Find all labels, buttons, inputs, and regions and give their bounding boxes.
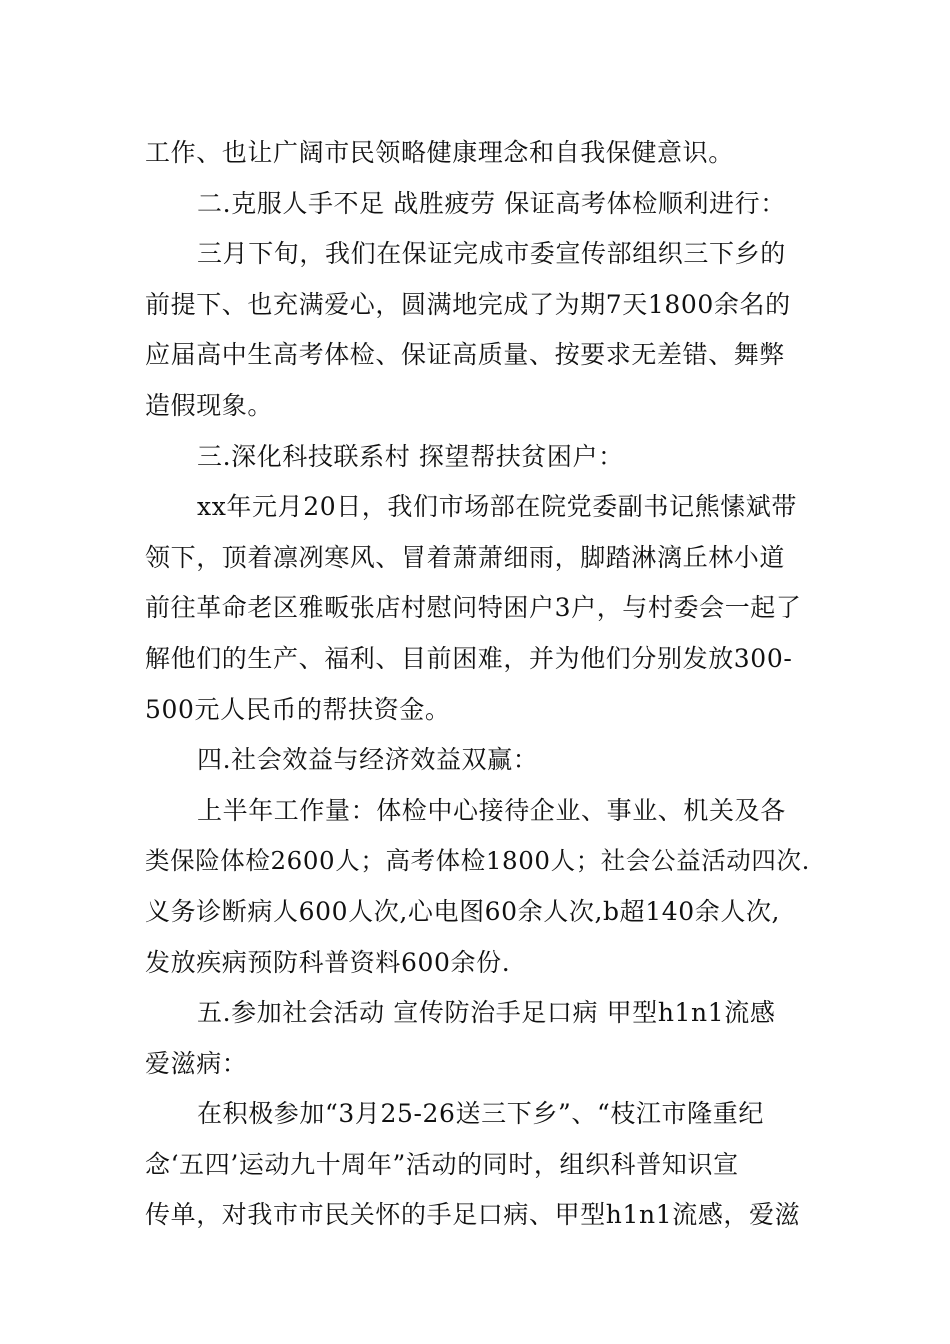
text-line: 义务诊断病人600人次,心电图60余人次,b超140余人次, xyxy=(145,896,781,926)
text-line: 前提下、也充满爱心，圆满地完成了为期7天1800余名的 xyxy=(145,289,791,319)
paragraph-5 xyxy=(145,482,815,735)
text-line: 传单，对我市市民关怀的手足口病、甲型h1n1流感，爱滋 xyxy=(145,1200,801,1230)
text-line: 解他们的生产、福利、目前困难，并为他们分别发放300- xyxy=(145,643,793,673)
paragraph-3 xyxy=(145,229,815,431)
section-heading-3 xyxy=(145,432,815,483)
text-line: 应届高中生高考体检、保证高质量、按要求无差错、舞弊 xyxy=(145,340,786,370)
paragraph-9 xyxy=(145,1089,815,1241)
section-heading-4 xyxy=(145,735,815,786)
document-body xyxy=(145,128,815,1241)
text-line: 造假现象。 xyxy=(145,390,274,420)
text-line: 爱滋病： xyxy=(145,1048,248,1078)
paragraph-7 xyxy=(145,786,815,988)
text-line: 二.克服人手不足 战胜疲劳 保证高考体检顺利进行： xyxy=(197,188,786,218)
text-line: 领下，顶着凛冽寒风、冒着萧萧细雨，脚踏淋漓丘林小道 xyxy=(145,542,786,572)
text-line: 类保险体检2600人；高考体检1800人；社会公益活动四次. xyxy=(145,846,810,876)
text-line: 上半年工作量：体检中心接待企业、事业、机关及各 xyxy=(197,795,786,825)
text-line: 念‘五四’运动九十周年”活动的同时，组织科普知识宣 xyxy=(145,1149,739,1179)
section-heading-5 xyxy=(145,988,815,1089)
text-line: xx年元月20日，我们市场部在院党委副书记熊愫斌带 xyxy=(197,492,798,522)
paragraph-1 xyxy=(145,128,815,179)
text-line: 三.深化科技联系村 探望帮扶贫困户： xyxy=(197,441,624,471)
text-line: 前往革命老区雅畈张店村慰问特困户3户，与村委会一起了 xyxy=(145,593,802,623)
text-line: 五.参加社会活动 宣传防治手足口病 甲型h1n1流感 xyxy=(197,998,776,1028)
text-line: 工作、也让广阔市民领略健康理念和自我保健意识。 xyxy=(145,138,734,167)
text-line: 三月下旬，我们在保证完成市委宣传部组织三下乡的 xyxy=(197,239,786,269)
section-heading-2 xyxy=(145,179,815,230)
text-line: 发放疾病预防科普资料600余份. xyxy=(145,947,511,977)
text-line: 四.社会效益与经济效益双赢： xyxy=(197,745,539,775)
text-line: 500元人民币的帮扶资金。 xyxy=(145,694,451,724)
text-line: 在积极参加“3月25-26送三下乡”、“枝江市隆重纪 xyxy=(197,1099,764,1129)
